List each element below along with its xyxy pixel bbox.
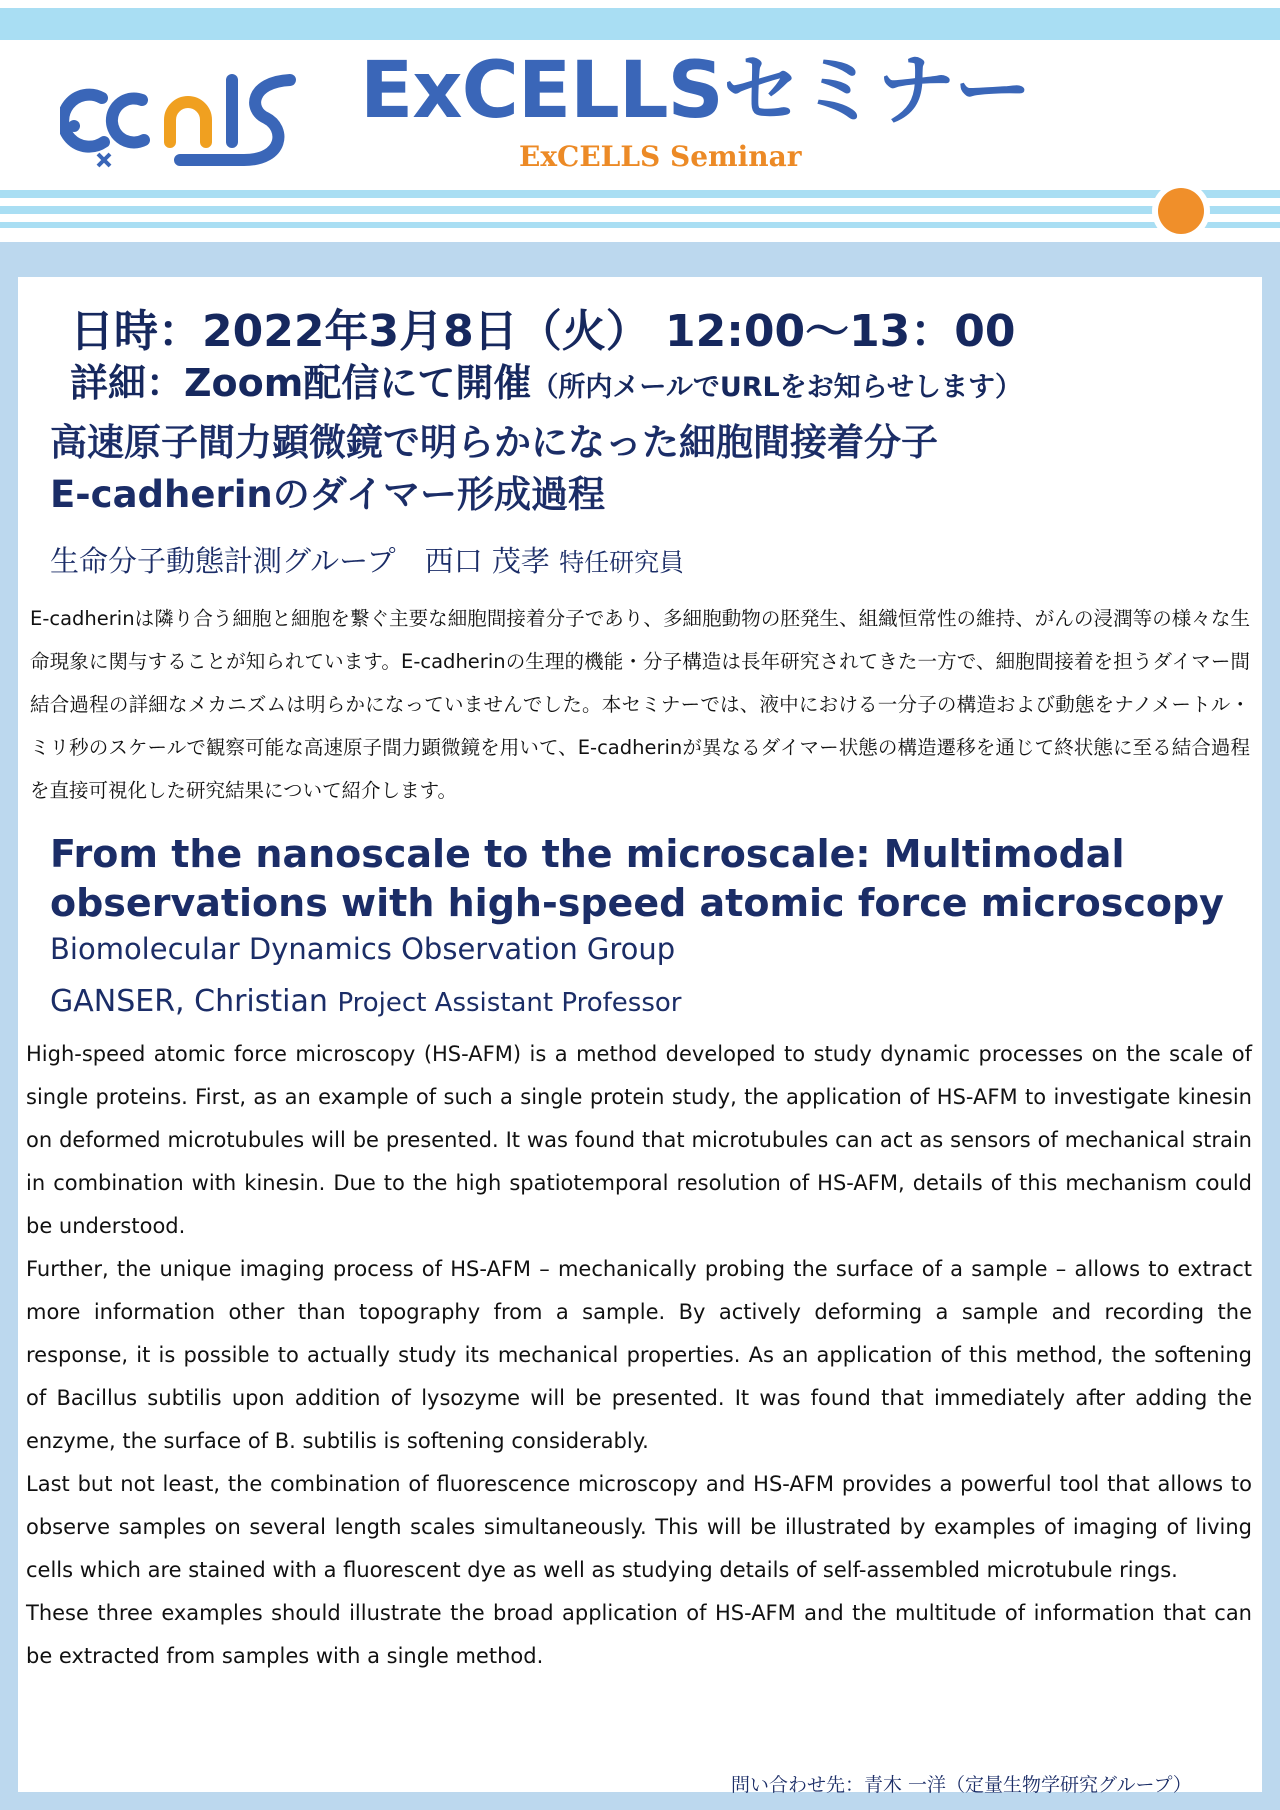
jp-speaker-role: 特任研究員 — [559, 548, 685, 577]
en-speaker-role: Project Assistant Professor — [337, 988, 682, 1018]
en-speaker — [50, 984, 681, 1019]
jp-talk-title-line1: 高速原子間力顕微鏡で明らかになった細胞間接着分子 — [50, 421, 938, 464]
page-title: ExCELLSセミナー — [360, 46, 1031, 136]
en-abstract-paragraph: These three examples should illustrate the broad application of HS-AFM and the multitude of information that can be extracted from samples with a single method. — [26, 1601, 1252, 1668]
en-abstract-paragraph: Further, the unique imaging process of HS-AFM – mechanically probing the surface of a sample – allows to extract more information other than topography from a sample. By actively deforming a sample and recording the response, it is possible to actually study its mechanical properties. As an application of this method, the softening of Bacillus subtilis upon addition of lysozyme will be presented. It was found that immediately after adding the enzyme, the surface of B. subtilis is softening considerably. — [26, 1257, 1252, 1453]
event-detail-main: 詳細：Zoom配信にて開催 — [70, 361, 532, 405]
orange-dot-decoration — [1158, 188, 1204, 234]
en-abstract-paragraph: High-speed atomic force microscopy (HS-AFM) is a method developed to study dynamic processes on the scale of single proteins. First, as an example of such a single protein study, the application of HS-AFM to investigate kinesin on deformed microtubules will be presented. It was found that microtubules can act as sensors of mechanical strain in combination with kinesin. Due to the high spatiotemporal resolution of HS-AFM, details of this mechanism could be understood. — [26, 1042, 1252, 1238]
header-stripe-1 — [0, 190, 1280, 198]
jp-speaker — [50, 539, 684, 580]
en-speaker-name: GANSER, Christian — [50, 984, 328, 1019]
content-panel — [18, 277, 1262, 1792]
page-subtitle: ExCELLS Seminar — [519, 140, 802, 173]
header-top-stripe — [0, 8, 1280, 40]
jp-abstract: E-cadherinは隣り合う細胞と細胞を繋ぐ主要な細胞間接着分子であり、多細胞動物の胚発生、組織恒常性の維持、がんの浸潤等の様々な生命現象に関与することが知られています。E-cadherinの生理的機能・分子構造は長年研究されてきた一方で、細胞間接着を担うダイマー間結合過程の詳細なメカニズムは明らかになっていませんでした。本セミナーでは、液中における一分子の構造および動態をナノメートル・ミリ秒のスケールで観察可能な高速原子間力顕微鏡を用いて、E-cadherinが異なるダイマー状態の構造遷移を通じて終状態に至る結合過程を直接可視化した研究結果について紹介します。 — [30, 607, 1250, 802]
header-stripe-2 — [0, 206, 1280, 214]
jp-speaker-name: 生命分子動態計測グループ 西口 茂孝 — [50, 544, 550, 578]
event-date: 日時：2022年3月8日（火） 12:00～13：00 — [70, 306, 1016, 357]
en-abstract-paragraph: Last but not least, the combination of fluorescence microscopy and HS-AFM provides a powerful tool that allows to observe samples on several length scales simultaneously. This will be illustrated by examples of imaging of living cells which are stained with a fluorescent dye as well as studying details of self-assembled microtubule rings. — [26, 1472, 1252, 1582]
header-banner — [0, 0, 1280, 242]
footer-contact: 問い合わせ先：青木 一洋（定量生物学研究グループ） — [731, 1774, 1192, 1796]
en-talk-title-line1: From the nanoscale to the microscale: Multimodal — [50, 832, 1125, 876]
en-speaker-group: Biomolecular Dynamics Observation Group — [50, 932, 676, 966]
en-talk-title-line2: observations with high-speed atomic force microscopy — [50, 881, 1224, 925]
en-abstract — [26, 1033, 1252, 1678]
event-detail — [70, 352, 1022, 407]
event-detail-note: （所内メールでURLをお知らせします） — [531, 372, 1022, 403]
jp-talk-title — [50, 417, 938, 521]
jp-talk-title-line2: E-cadherinのダイマー形成過程 — [50, 473, 605, 516]
excells-logo-icon — [60, 60, 300, 175]
en-talk-title — [50, 830, 1224, 928]
header-stripe-3 — [0, 222, 1280, 228]
